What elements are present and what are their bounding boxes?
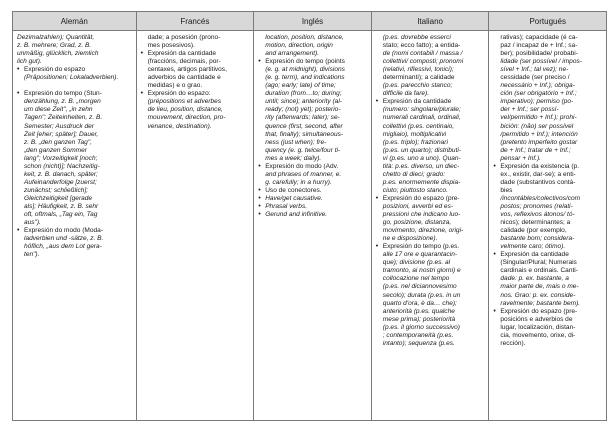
- text-line: [17, 82, 132, 90]
- text-line: imperativo); permiso (po-: [500, 98, 574, 106]
- text-line: mouvement, direction, pro-: [147, 114, 226, 122]
- text-line: difficile da fare).: [382, 90, 430, 98]
- text-line: numerali cardinali, ordinali,: [382, 114, 461, 122]
- text-line: posicións e adverbios de: [500, 315, 573, 323]
- header-italiano: Italiano: [372, 12, 490, 30]
- text-line: Aufeinanderfolge [zuerst;: [24, 178, 97, 186]
- text-line: and arrangement).: [265, 50, 320, 58]
- bullet-line: • Expresión do tempo (Stun-: [17, 90, 132, 98]
- text-line: anteriorità (p.es. qualche: [382, 307, 455, 315]
- bullet-line: • Expresión do modo (Moda-: [17, 227, 132, 235]
- bullet-line: • Expresión do espazo (pre-: [493, 308, 602, 316]
- header-frances: Francés: [137, 12, 255, 30]
- text-line: dade: p. ex. bastante, a: [500, 275, 569, 283]
- bullet-line: • Gerund and infinitive.: [258, 211, 367, 219]
- text-line: Zeit [eher; später]; Dauer,: [24, 130, 99, 138]
- table-body-row: [13, 31, 606, 421]
- text-line: maior parte de, mais o me-: [500, 283, 579, 291]
- text-line: nicos); determinantes; a: [500, 219, 571, 227]
- text-line: secolo); durata (p.es. in un: [382, 291, 461, 299]
- text-line: (ago; early; late) of time;: [265, 82, 336, 90]
- bullet-line: • Expresión do tempo (points: [258, 58, 367, 66]
- text-line: paz / incapaz de + Inf.; sa-: [500, 42, 578, 50]
- text-line: (p.es. dovrebbe esserci: [382, 34, 451, 41]
- text-line: Dezimalzahlen); Quantität,: [17, 34, 95, 41]
- text-line: motion, direction, origin: [265, 42, 333, 50]
- text-line: „den ganzen Sommer: [24, 146, 87, 154]
- text-line: (p.es. triplo); frazionari: [382, 138, 448, 146]
- text-line: /incontábles/colectivos/com: [500, 194, 581, 202]
- text-line: adverbios de cantidade e: [147, 74, 221, 82]
- bullet-line: • Expresión da cantidade: [493, 251, 602, 259]
- text-line: bición: (não) ser possível: [500, 122, 574, 130]
- text-line: (fraccións, decimais, por-: [147, 58, 221, 66]
- text-line: lidade (ser possível / impos-: [500, 58, 582, 66]
- text-line: vi (p.es. uno a uno). Quan-: [382, 154, 461, 162]
- bullet-line: • Uso de conectores.: [258, 187, 367, 195]
- text-line: (Präpositionen; Lokaladverbien).: [24, 74, 119, 82]
- text-line: (p.es. nel diciannovesimo: [382, 283, 457, 291]
- text-line: ex., existir, dar-se); a enti-: [500, 170, 576, 178]
- header-aleman: Alemán: [13, 12, 137, 30]
- text-line: pressioni che indicano luo-: [382, 211, 461, 219]
- text-line: ladverbien und -sätze, z. B.: [24, 235, 104, 243]
- text-line: alle 17 ore e quarantacin-: [382, 251, 458, 259]
- text-line: z. B. mehrere; Grad, z. B.: [17, 42, 92, 50]
- text-line: de lieu, position, distance,: [147, 106, 223, 114]
- text-line: cessidade (ser preciso /: [500, 74, 570, 82]
- text-line: postos; pronomes (relati-: [500, 202, 573, 210]
- text-line: quence (first, second, after: [265, 122, 343, 130]
- bullet-line: • Expresión do espazo:: [141, 90, 250, 98]
- text-line: vel/permitido + Inf.); prohi-: [500, 114, 577, 122]
- text-line: movimento, direzione, origi-: [382, 227, 464, 235]
- text-line: nos. Grao: p. ex. conside-: [500, 291, 576, 299]
- text-line: lich gut).: [17, 58, 42, 66]
- text-line: rativas); capacidade (é ca-: [500, 34, 578, 41]
- text-line: (p.es. il giorno successivo): [382, 323, 460, 331]
- text-line: quency (e. g. twice/four ti-: [265, 146, 341, 154]
- text-line: posizioni, avverbi ed es-: [382, 202, 454, 210]
- text-line: denzählung, z. B. „morgen: [24, 98, 101, 106]
- bullet-line: • Expresión da existencia (p.: [493, 163, 602, 171]
- text-line: /permitido + Inf.); intención: [500, 130, 578, 138]
- column-portugues: [489, 31, 606, 421]
- column-italiano: [372, 31, 490, 421]
- text-line: chetto di dieci; grado:: [382, 170, 446, 178]
- text-line: (e. g. term), and indications: [265, 74, 345, 82]
- text-line: medidas) e o grao.: [147, 82, 203, 90]
- text-line: (Singular/Plural; Numerais: [500, 259, 577, 267]
- text-line: venance, destination).: [147, 122, 212, 130]
- bullet-line: • Expresión do modo (Adv.: [258, 163, 367, 171]
- column-aleman: [13, 31, 137, 421]
- header-portugues: Portugués: [529, 16, 566, 26]
- text-line: dade (substantivos contá-: [500, 178, 576, 186]
- text-line: mes a week; daily).: [265, 154, 322, 162]
- text-line: determinanti); a calidade: [382, 74, 455, 82]
- text-line: Tagen"; Zeiteinheiten, z. B.: [24, 114, 103, 122]
- text-line: collocazione nel tempo: [382, 275, 450, 283]
- text-line: ciuto; piuttosto stanco.: [382, 186, 448, 194]
- text-line: (prépositions et adverbes: [147, 98, 222, 106]
- text-line: Semester; Ausdruck der: [24, 122, 94, 130]
- text-line: migliaio), moltiplicativi: [382, 130, 447, 138]
- text-line: bies: [500, 186, 513, 194]
- text-line: centaxes, artigos partitivos,: [147, 66, 227, 74]
- header-ingles: Inglés: [254, 12, 372, 30]
- text-line: que); divisione (p.es. al: [382, 259, 451, 267]
- text-line: rity (afterwards; later); se-: [265, 114, 340, 122]
- text-line: necessário + Inf.); obriga-: [500, 82, 575, 90]
- text-line: collettivi/ composti; pronomi: [382, 58, 464, 66]
- text-line: ción (ser obrigatório + Inf.;: [500, 90, 577, 98]
- bullet-line: • Have/get causative.: [258, 195, 367, 203]
- text-line: duration (from…to; during;: [265, 90, 342, 98]
- bullet-line: • Expresión do espazo (pre-: [376, 195, 485, 203]
- text-line: stato; ecco fatto); a entida-: [382, 42, 461, 50]
- text-line: oft, oftmals, „Tag ein, Tag: [24, 211, 98, 219]
- text-line: ready; (not) yet); posterio-: [265, 106, 341, 114]
- text-line: Gleichzeitigkeit [gerade: [24, 194, 93, 202]
- text-line: (relativi, riflessivi, tonici);: [382, 66, 454, 74]
- text-line: cia, movemento, orixe, di-: [500, 331, 576, 339]
- text-line: velmente caro; ótimo).: [500, 243, 566, 251]
- text-line: that, finally); simultaneous-: [265, 130, 344, 138]
- text-line: lugar, localización, distan-: [500, 323, 576, 331]
- text-line: mese prima); posteriorità: [382, 315, 456, 323]
- text-line: de + Inf.; tratar de + Inf.;: [500, 146, 571, 154]
- text-line: dade; a posesión (prono-: [147, 34, 221, 41]
- text-line: ; contemporaneità (p.es.: [382, 331, 454, 339]
- text-line: ne e disposizione).: [382, 235, 438, 243]
- text-line: collettivi (p.es. centinaio,: [382, 122, 455, 130]
- text-line: (numero: singolare/plurale;: [382, 106, 461, 114]
- text-line: um diese Zeit", „in zehn: [24, 106, 93, 114]
- text-line: höflich, „aus dem Lot gera-: [24, 243, 102, 251]
- text-line: unmäßig, glücklich, ziemlich: [17, 50, 99, 58]
- text-line: ness (just when); fre-: [265, 138, 327, 146]
- text-line: (p.es. parecchio stanco;: [382, 82, 453, 90]
- text-line: lang"; Vorzeitigkeit [noch;: [24, 154, 98, 162]
- text-line: vos, reflexivos átonos/ tó-: [500, 211, 575, 219]
- bullet-line: • Phrasal verbs.: [258, 203, 367, 211]
- bullet-line: • Expresión do espazo: [17, 66, 132, 74]
- text-line: (pretento imperfeito gostar: [500, 138, 578, 146]
- text-line: until; since); anteriority (al-: [265, 98, 342, 106]
- text-line: sível + Inf.; tal vez); ne-: [500, 66, 569, 74]
- text-line: (p.es. un quarto); distributi-: [382, 146, 462, 154]
- bullet-line: • Expresión da cantidade: [141, 50, 250, 58]
- text-line: ber); posibilidade/ probabi-: [500, 50, 578, 58]
- text-line: quarto d'ora, è da… che);: [382, 299, 457, 307]
- text-line: schon (nicht)]; Nachzeitig-: [24, 162, 100, 170]
- column-frances: [137, 31, 255, 421]
- text-line: keit, z. B. danach, später;: [24, 170, 98, 178]
- text-line: go, posizione, distanza,: [382, 219, 452, 227]
- column-ingles: [254, 31, 372, 421]
- table-header-row: [13, 12, 606, 31]
- text-line: tramonto, ai nostri giorni) e: [382, 267, 461, 275]
- text-line: mes posesivos).: [147, 42, 195, 50]
- text-line: calidade (por exemplo,: [500, 227, 567, 235]
- text-line: g. carefully; in a hurry).: [265, 178, 332, 186]
- text-line: and phrases of manner, e.: [265, 170, 342, 178]
- text-line: ravelmente; bastante bem).: [500, 299, 581, 307]
- text-line: bastante bom; considera-: [500, 235, 575, 243]
- text-line: location, position, distance,: [265, 34, 344, 41]
- text-line: z. B. „den ganzen Tag",: [24, 138, 92, 146]
- text-line: als]; Häufigkeit, z. B. sehr: [24, 202, 99, 210]
- content-table: [12, 11, 607, 421]
- text-line: de (nomi contabili / massa /: [382, 50, 463, 58]
- text-line: (e. g. at midnight), divisions: [265, 66, 345, 74]
- text-line: zunächst; schließlich];: [24, 186, 89, 194]
- text-line: pensar + Inf.).: [500, 154, 541, 162]
- text-line: p.es. enormemente dispia-: [382, 178, 461, 186]
- text-line: tità: p.es. diverso, un diec-: [382, 162, 460, 170]
- text-line: aus").: [24, 219, 41, 227]
- text-line: der + Inf.; ser possí-: [500, 106, 559, 114]
- text-line: rección).: [500, 339, 526, 347]
- text-line: cardinais e ordinais. Canti-: [500, 267, 578, 275]
- text-line: intanto); sequenza (p.es.: [382, 339, 455, 347]
- text-line: ten").: [24, 251, 40, 259]
- bullet-line: • Expresión da cantidade: [376, 98, 485, 106]
- bullet-line: • Expresión do tempo (p.es.: [376, 243, 485, 251]
